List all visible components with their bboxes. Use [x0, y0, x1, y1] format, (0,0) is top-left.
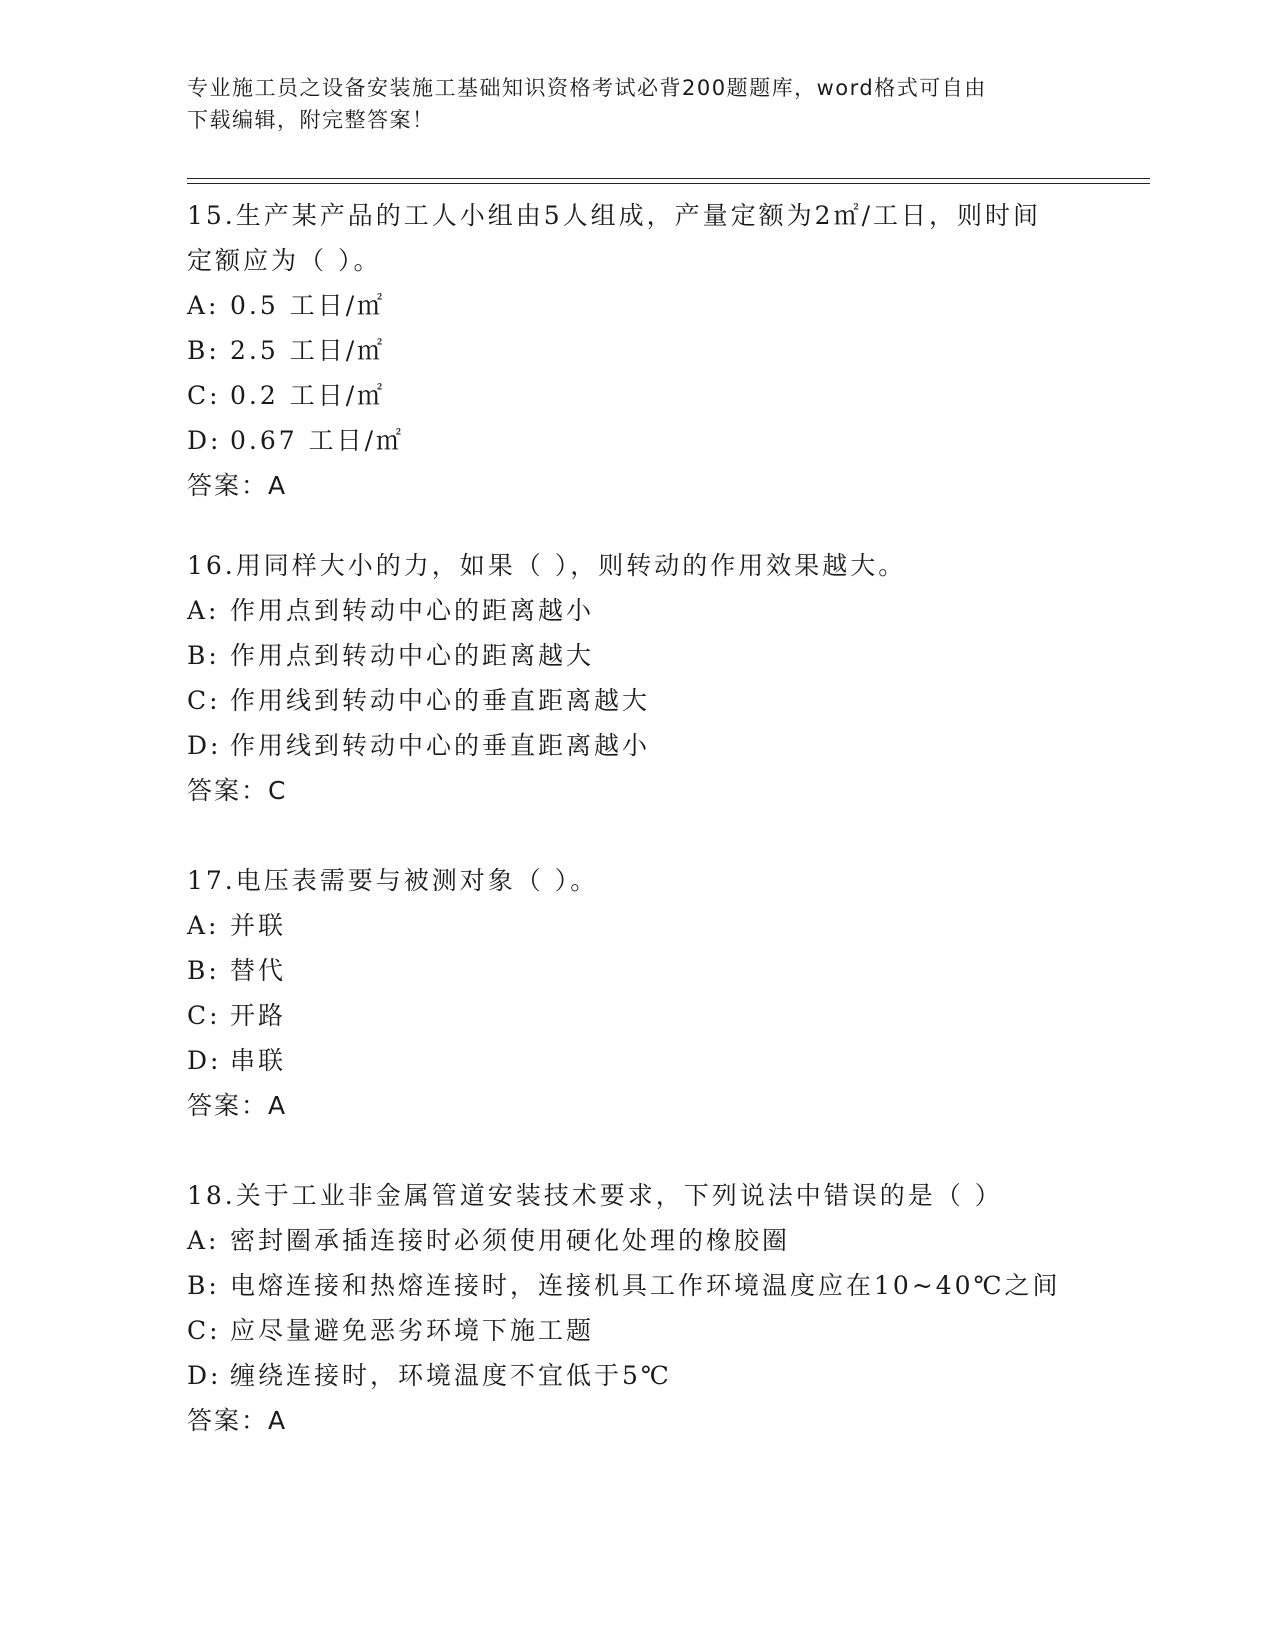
option-text: 缠绕连接时，环境温度不宜低于5℃: [230, 1361, 672, 1390]
option-c: [187, 678, 1087, 723]
option-text: 串联: [230, 1046, 287, 1075]
question-17: [187, 858, 1087, 1128]
header-line-2: 下载编辑，附完整答案！: [187, 108, 435, 132]
question-stem: 18.关于工业非金属管道安装技术要求，下列说法中错误的是（ ）: [187, 1181, 1003, 1210]
option-a: [187, 588, 1087, 633]
question-16: [187, 543, 1087, 813]
option-text: 0.2 工日/㎡: [230, 381, 386, 410]
option-key: A:: [187, 911, 220, 940]
option-key: A:: [187, 291, 220, 320]
option-c: [187, 993, 1087, 1038]
option-text: 作用点到转动中心的距离越大: [230, 641, 595, 670]
option-a: [187, 1218, 1087, 1263]
option-a: [187, 283, 1087, 328]
option-key: C:: [187, 686, 221, 715]
option-d: [187, 418, 1087, 463]
option-c: [187, 373, 1087, 418]
option-text: 作用点到转动中心的距离越小: [230, 596, 595, 625]
document-header: [187, 72, 1067, 136]
answer-line: 答案：A: [187, 471, 288, 500]
question-stem: 17.电压表需要与被测对象（ ）。: [187, 866, 599, 895]
answer-line: 答案：A: [187, 1406, 288, 1435]
option-key: C:: [187, 1001, 221, 1030]
answer-line: 答案：A: [187, 1091, 288, 1120]
option-b: [187, 948, 1087, 993]
option-d: [187, 1353, 1087, 1398]
option-b: [187, 1263, 1087, 1308]
option-key: C:: [187, 1316, 221, 1345]
option-key: A:: [187, 596, 220, 625]
question-stem: 16.用同样大小的力，如果（ ），则转动的作用效果越大。: [187, 551, 907, 580]
option-key: D:: [187, 1361, 222, 1390]
option-text: 开路: [230, 1001, 287, 1030]
option-key: B:: [187, 336, 220, 365]
option-key: B:: [187, 641, 220, 670]
option-text: 2.5 工日/㎡: [230, 336, 386, 365]
option-text: 应尽量避免恶劣环境下施工题: [230, 1316, 595, 1345]
header-divider-top: [187, 178, 1150, 179]
option-text: 并联: [230, 911, 287, 940]
option-key: A:: [187, 1226, 220, 1255]
option-key: B:: [187, 1271, 220, 1300]
answer-line: 答案：C: [187, 776, 288, 805]
option-c: [187, 1308, 1087, 1353]
header-line-1: 专业施工员之设备安装施工基础知识资格考试必背200题题库，word格式可自由: [187, 76, 987, 100]
option-d: [187, 723, 1087, 768]
option-d: [187, 1038, 1087, 1083]
question-18: [187, 1173, 1087, 1443]
option-text: 作用线到转动中心的垂直距离越大: [230, 686, 651, 715]
option-key: D:: [187, 1046, 222, 1075]
question-15: [187, 193, 1087, 508]
option-text: 密封圈承插连接时必须使用硬化处理的橡胶圈: [230, 1226, 791, 1255]
option-text: 电熔连接和热熔连接时，连接机具工作环境温度应在10~40℃之间: [230, 1271, 1061, 1300]
option-b: [187, 633, 1087, 678]
option-text: 作用线到转动中心的垂直距离越小: [230, 731, 651, 760]
option-key: D:: [187, 731, 222, 760]
option-key: B:: [187, 956, 220, 985]
option-key: D:: [187, 426, 222, 455]
question-stem-continued: 定额应为（ ）。: [187, 246, 382, 275]
option-a: [187, 903, 1087, 948]
option-text: 0.67 工日/㎡: [230, 426, 405, 455]
question-stem: 15.生产某产品的工人小组由5人组成，产量定额为2㎡/工日，则时间: [187, 201, 1041, 230]
header-divider-bottom: [187, 183, 1150, 184]
option-b: [187, 328, 1087, 373]
option-text: 替代: [230, 956, 287, 985]
option-text: 0.5 工日/㎡: [230, 291, 386, 320]
option-key: C:: [187, 381, 221, 410]
